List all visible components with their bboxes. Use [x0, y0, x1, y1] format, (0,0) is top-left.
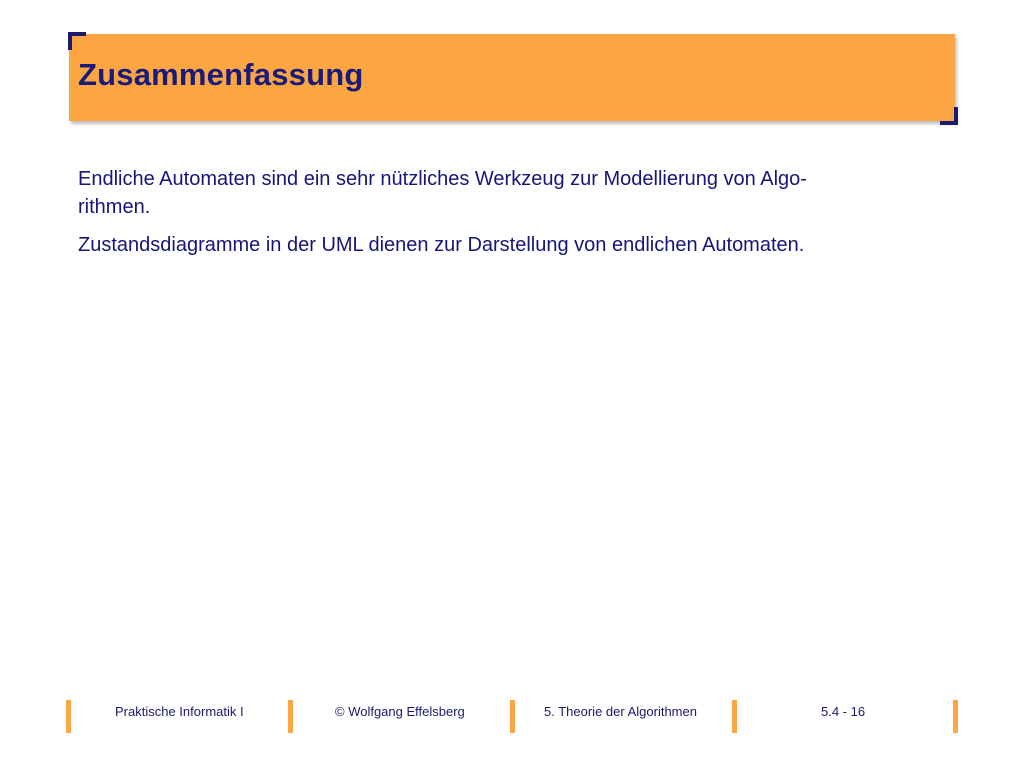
- footer-divider-bar: [66, 700, 71, 733]
- paragraph-1-line-1: Endliche Automaten sind ein sehr nützliches Werkzeug zur Modellierung von Algo-: [78, 168, 807, 190]
- title-corner-bracket-top-left: [68, 32, 86, 50]
- slide-title: Zusammenfassung: [78, 57, 364, 92]
- footer-course: Praktische Informatik I: [115, 704, 244, 719]
- paragraph-1: [78, 165, 923, 221]
- footer: [0, 700, 1024, 736]
- paragraph-1-line-2: rithmen.: [78, 196, 151, 218]
- slide-content: [78, 165, 923, 269]
- paragraph-2-line-1: Zustandsdiagramme in der UML dienen zur Darstellung von endlichen Automaten.: [78, 234, 805, 256]
- footer-chapter: 5. Theorie der Algorithmen: [544, 704, 697, 719]
- paragraph-2: [78, 231, 923, 259]
- footer-page-number: 5.4 - 16: [821, 704, 866, 719]
- footer-divider-bar: [510, 700, 515, 733]
- footer-divider-bar: [953, 700, 958, 733]
- footer-divider-bar: [732, 700, 737, 733]
- title-corner-bracket-bottom-right: [940, 107, 958, 125]
- footer-divider-bar: [288, 700, 293, 733]
- footer-author: © Wolfgang Effelsberg: [335, 704, 465, 719]
